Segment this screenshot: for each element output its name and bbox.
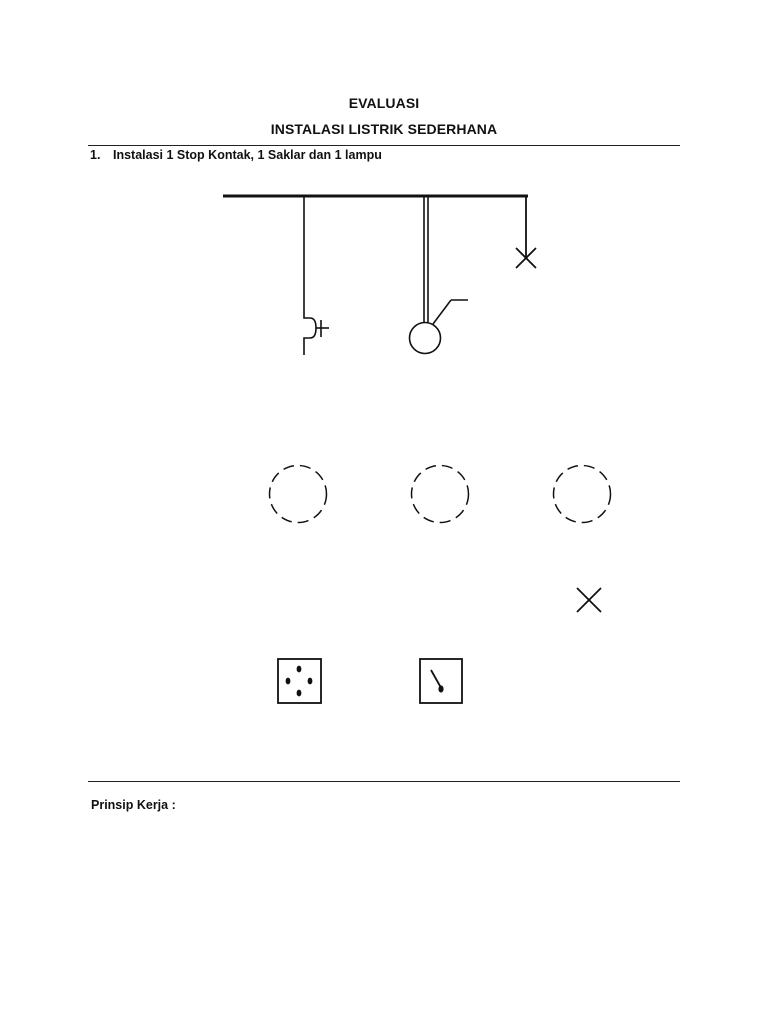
lamp-symbol xyxy=(516,196,536,268)
question-number: 1. xyxy=(90,148,101,162)
page-subtitle: INSTALASI LISTRIK SEDERHANA xyxy=(270,121,498,137)
principle-label: Prinsip Kerja : xyxy=(91,798,176,812)
connection-point xyxy=(270,466,327,523)
switch-symbol xyxy=(410,196,469,354)
socket-outlet-symbol xyxy=(304,196,329,355)
connection-point xyxy=(554,466,611,523)
question-text: Instalasi 1 Stop Kontak, 1 Saklar dan 1 lampu xyxy=(113,148,382,162)
socket-outlet-icon xyxy=(278,659,321,703)
lamp-icon xyxy=(577,588,601,612)
connection-point xyxy=(412,466,469,523)
page-title: EVALUASI xyxy=(348,95,420,111)
switch-icon xyxy=(420,659,462,703)
bottom-divider xyxy=(88,781,680,782)
